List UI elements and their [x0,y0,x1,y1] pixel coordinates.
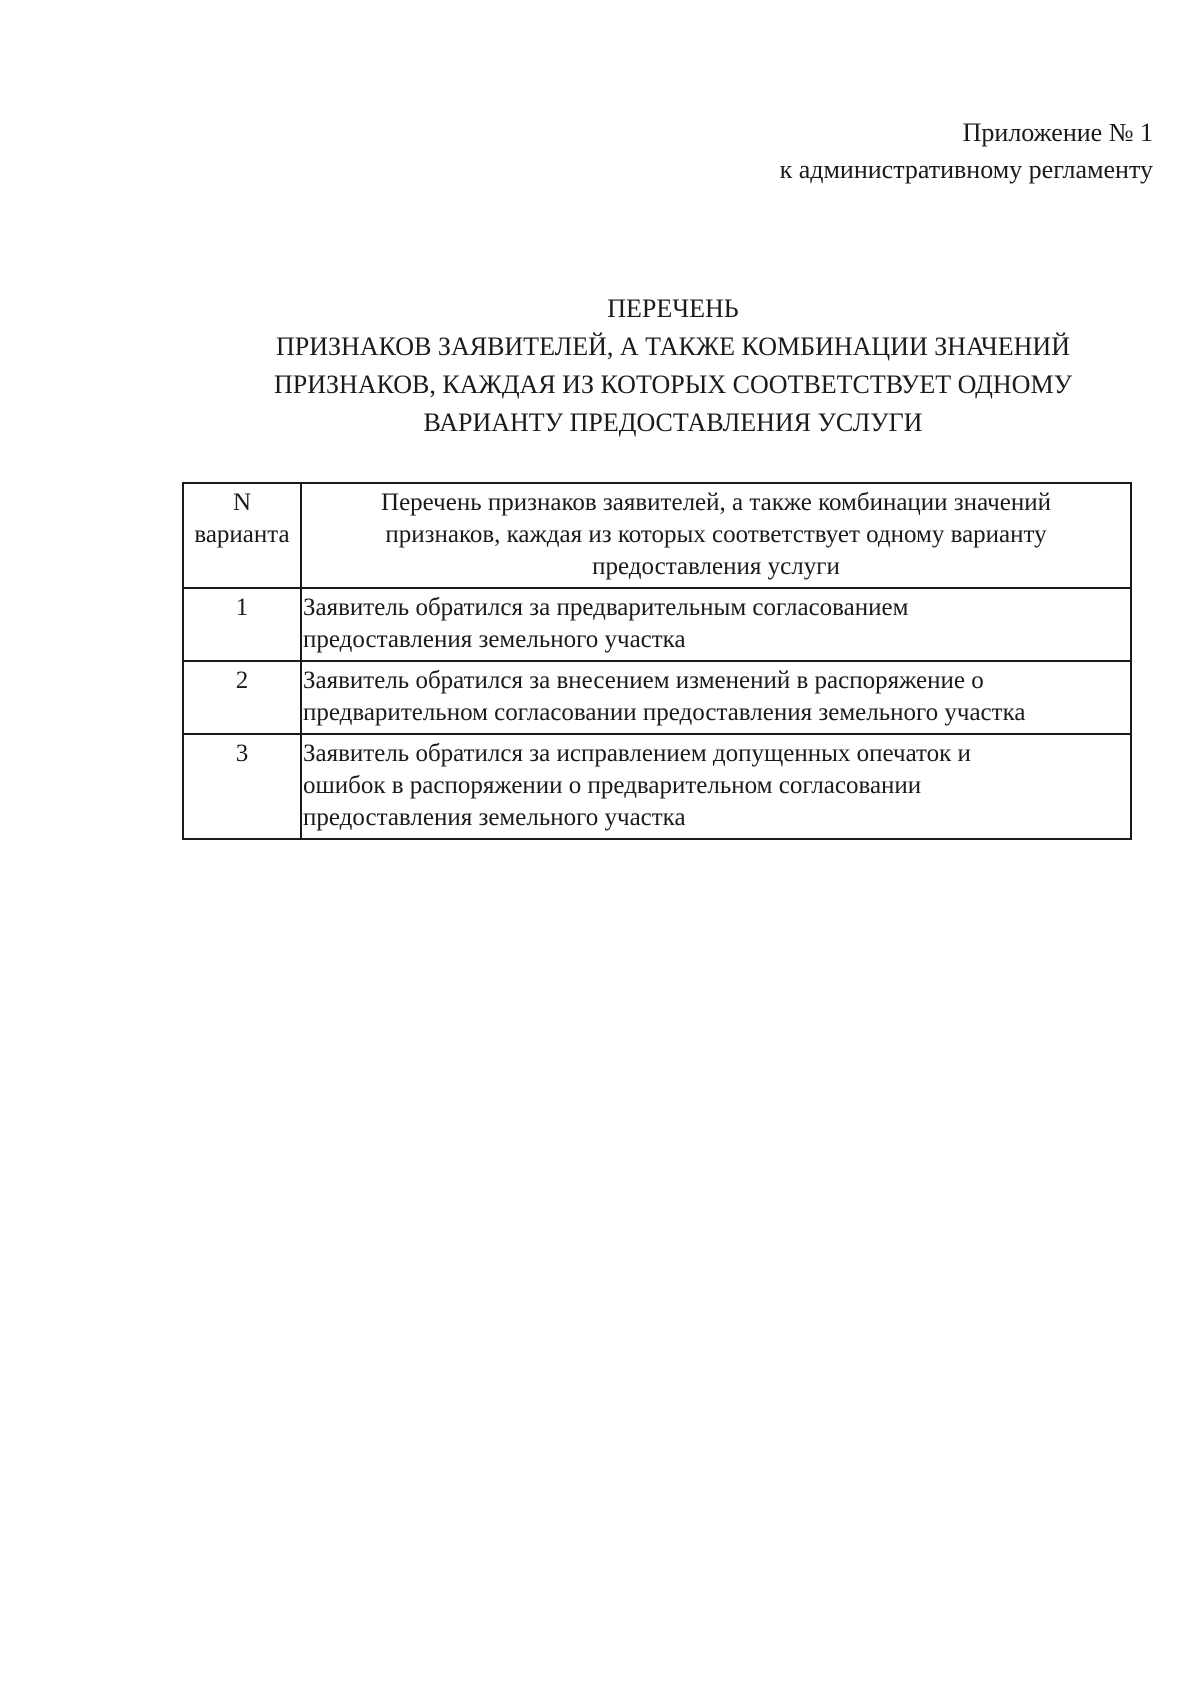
header-text-line: предоставления услуги [592,553,840,580]
header-text-line: признаков, каждая из которых соответствует одному варианту [385,521,1047,548]
description-line: ошибок в распоряжении о предварительном согласовании [303,772,922,799]
title-line: ПЕРЕЧЕНЬ [607,294,739,323]
variant-description-cell [301,734,1131,839]
description-line: предварительном согласовании предоставления земельного участка [303,699,1026,726]
appendix-number: Приложение № 1 [962,118,1153,147]
description-line: предоставления земельного участка [303,804,686,831]
description-line: Заявитель обратился за исправлением допущенных опечаток и [303,740,971,767]
header-text-line: N [232,489,252,516]
header-text-line: Перечень признаков заявителей, а также комбинации значений [381,489,1051,516]
description-line: предоставления земельного участка [303,626,686,653]
variant-number-cell: 1 [183,588,301,661]
table-row [183,588,1131,661]
table-row [183,661,1131,734]
variants-table [182,482,1132,840]
header-variant-number [183,483,301,588]
header-description [301,483,1131,588]
table-header-row [183,483,1131,588]
variant-number-cell: 2 [183,661,301,734]
variant-description-cell [301,661,1131,734]
variant-description-cell [301,588,1131,661]
title-line: ПРИЗНАКОВ, КАЖДАЯ ИЗ КОТОРЫХ СООТВЕТСТВУЕТ ОДНОМУ [274,370,1072,399]
table-row [183,734,1131,839]
appendix-reference: к административному регламенту [779,155,1153,184]
description-line: Заявитель обратился за предварительным согласованием [303,594,909,621]
description-line: Заявитель обратился за внесением изменений в распоряжение о [303,667,984,694]
header-text-line: варианта [194,521,290,548]
document-title [0,290,1200,442]
title-line: ВАРИАНТУ ПРЕДОСТАВЛЕНИЯ УСЛУГИ [423,408,923,437]
appendix-header [780,114,1153,188]
title-line: ПРИЗНАКОВ ЗАЯВИТЕЛЕЙ, А ТАКЖЕ КОМБИНАЦИИ ЗНАЧЕНИЙ [276,332,1070,361]
variant-number-cell: 3 [183,734,301,839]
